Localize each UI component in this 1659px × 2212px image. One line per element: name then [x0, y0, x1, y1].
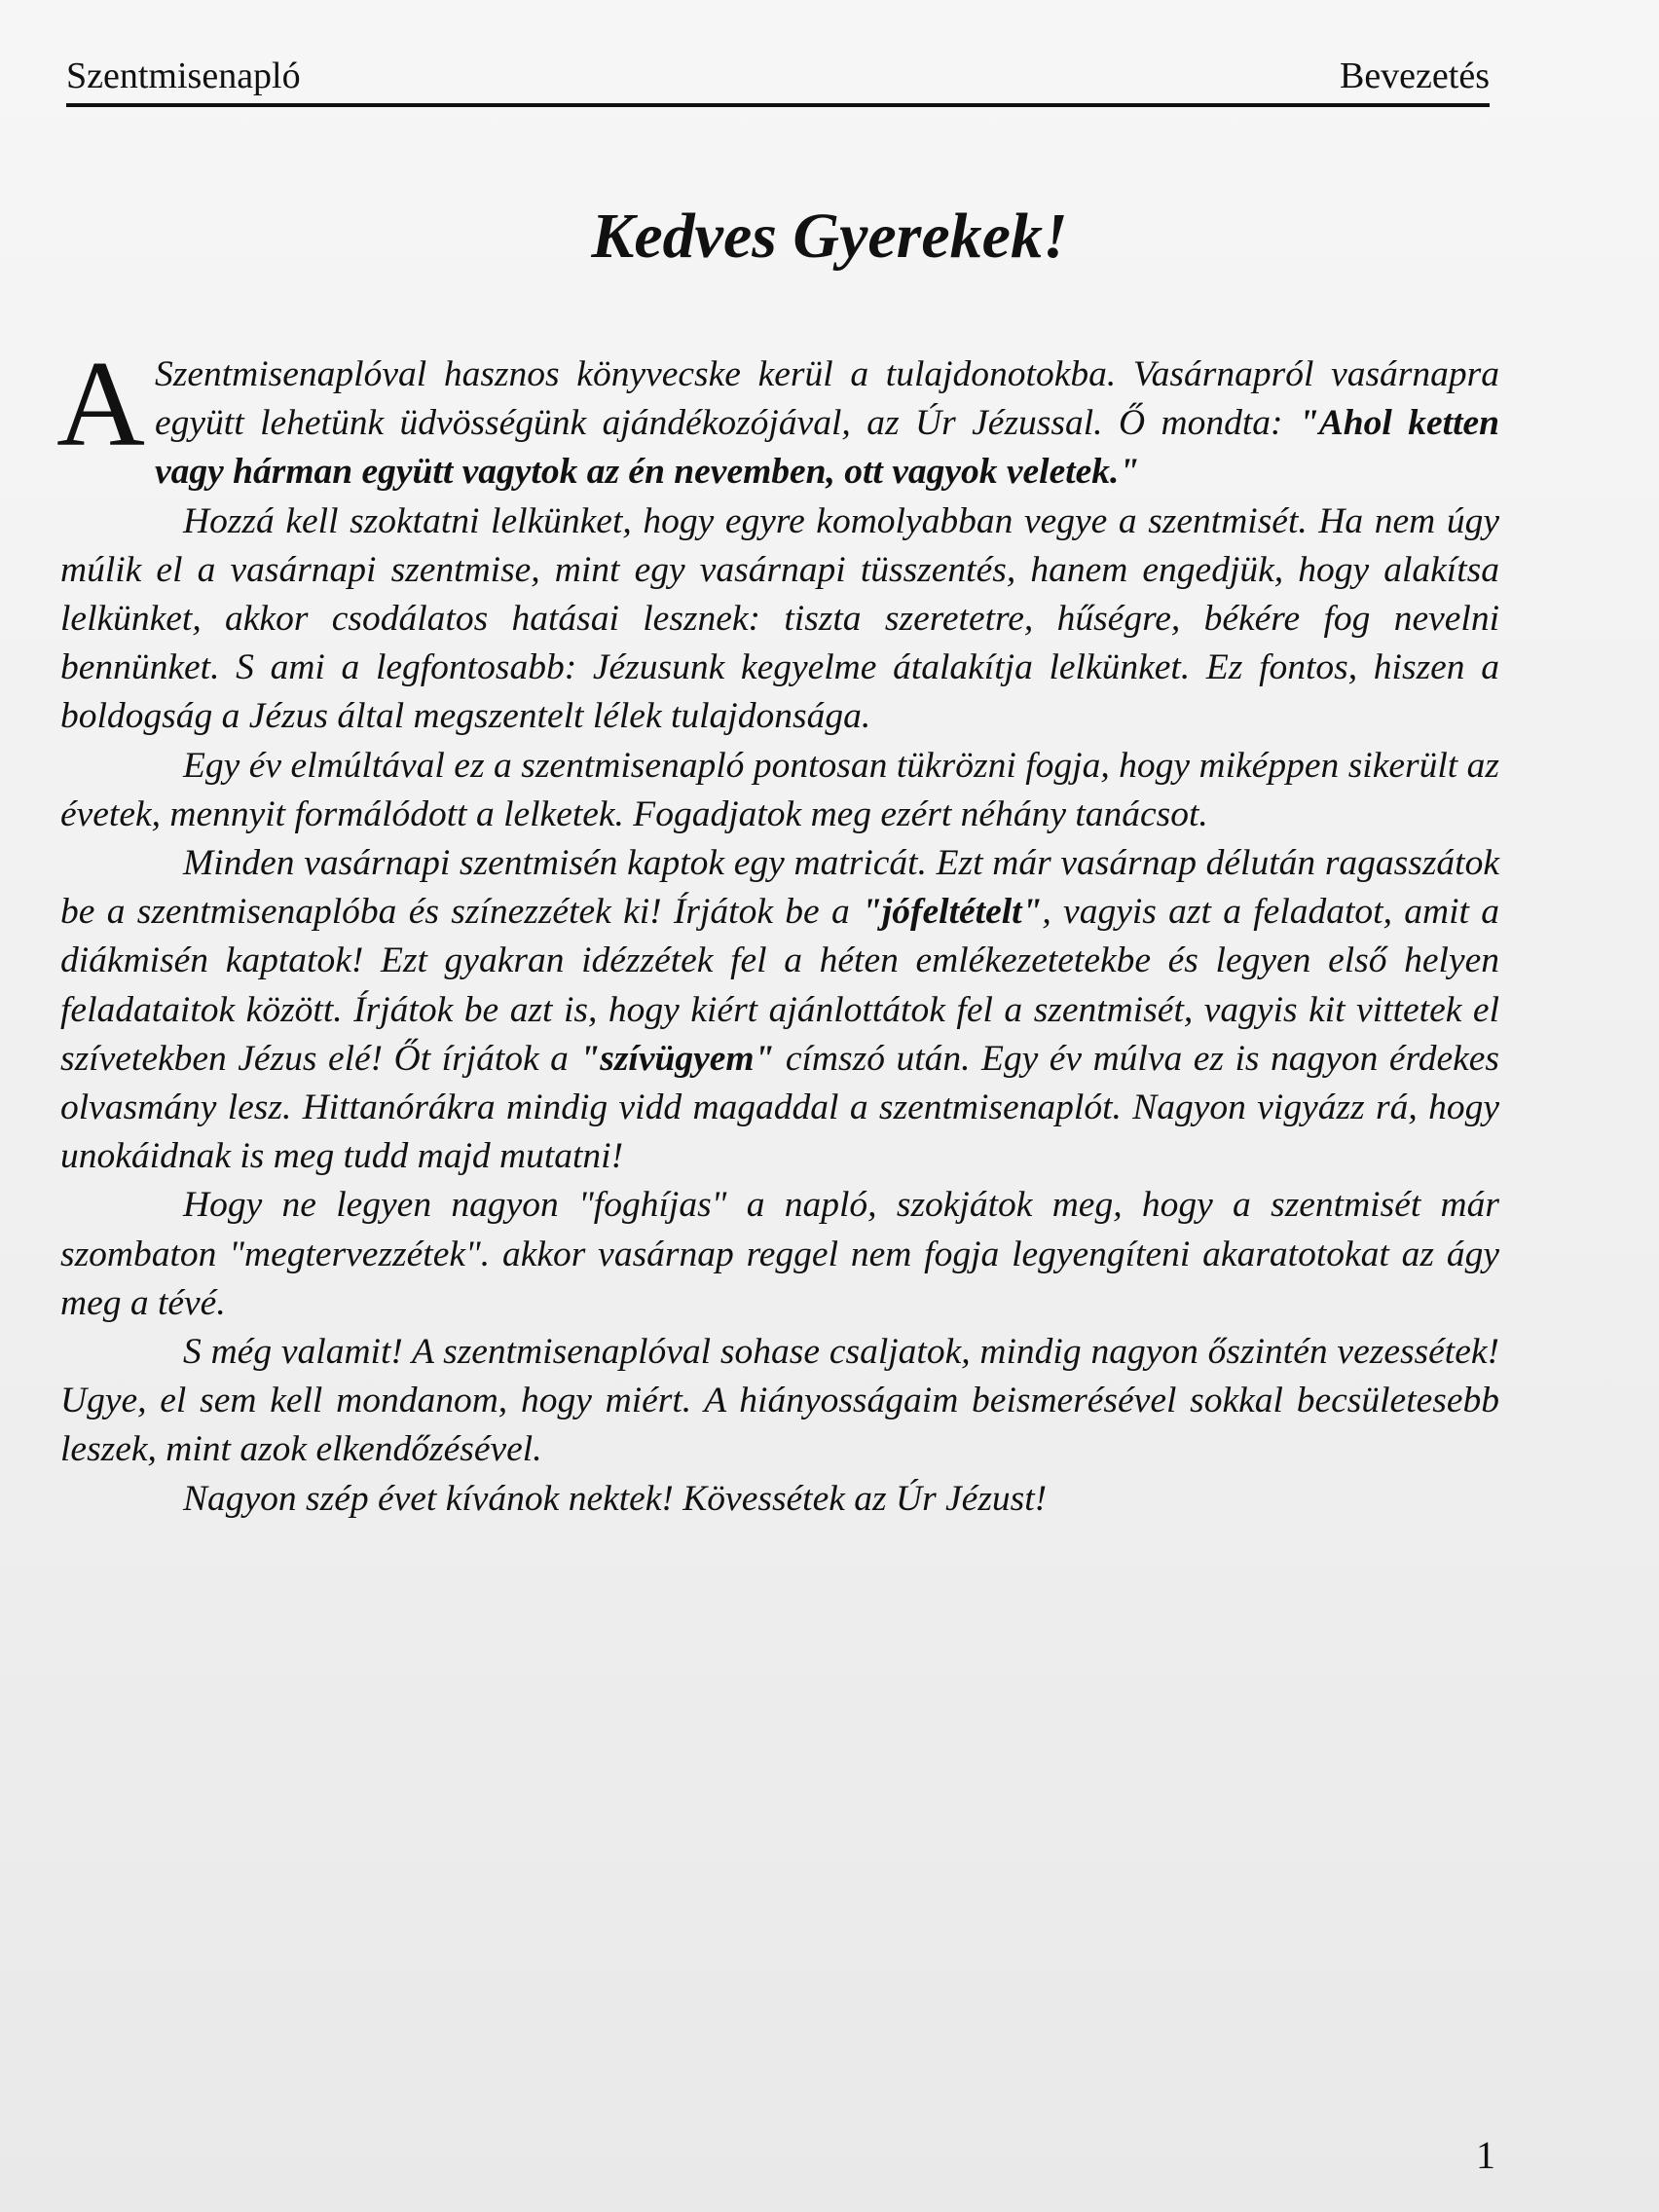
- paragraph-6: S még valamit! A szentmisenaplóval sohase csaljatok, mindig nagyon őszintén vezessétek! Ugye, el sem kell mondanom, hogy miért. A hiányosságaim beismerésével sokkal becsületesebb leszek, mint azok elkendőzésével.: [60, 1332, 1499, 1470]
- page-title: Kedves Gyerekek!: [591, 201, 1068, 272]
- header-book-title: Szentmisenapló: [66, 55, 301, 96]
- paragraph-1: [56, 337, 1499, 498]
- running-header: [66, 49, 1490, 107]
- paragraph-4-part-a: Minden vasárnapi szentmisén kaptok egy matricát. Ezt már vasárnap délután ragasszátok be a szentmisenaplóba és színezzétek ki! Írjátok be a: [60, 843, 1499, 933]
- paragraph-7: Nagyon szép évet kívánok nektek! Kövessétek az Úr Jézust!: [183, 1478, 1048, 1519]
- paragraph-1-text: Szentmisenaplóval hasznos könyvecske kerül a tulajdonotokba. Vasárnapról vasárnapra együtt lehetünk üdvösségünk ajándékozójával, az Úr Jézussal. Ő mondta:: [155, 354, 1499, 444]
- paragraph-2: Hozzá kell szoktatni lelkünket, hogy egyre komolyabban vegye a szentmisét. Ha nem úgy múlik el a vasárnapi szentmise, mint egy vasárnapi tüsszentés, hanem engedjük, hogy alakítsa lelkünket, akkor csodálatos hatásai lesznek: tiszta szeretetre, hűségre, békére fog nevelni bennünket. S ami a legfontosabb: Jézusunk kegyelme átalakítja lelkünket. Ez fontos, hiszen a boldogság a Jézus által megszentelt lélek tulajdonsága.: [60, 500, 1499, 737]
- szivugyem-term: "szívügyem": [579, 1038, 775, 1079]
- paragraph-4-part-e: címszó után. Egy év múlva ez is nagyon érdekes olvasmány lesz. Hittanórákra mindig vidd magaddal a szentmisenaplót. Nagyon vigyázz rá, hogy unokáidnak is meg tudd majd mutatni!: [60, 1038, 1499, 1177]
- paragraph-4-part-c: , vagyis azt a feladatot, amit a diákmisén kaptatok! Ezt gyakran idézzétek fel a héten emlékezetetekbe és legyen első helyen feladataitok között. Írjátok be azt is, hogy kiért ajánlottátok fel a szentmisét, vagyis kit vittetek el szívetekben Jézus elé! Őt írjátok a: [60, 892, 1499, 1079]
- jofeltetel-term: "jófeltételt": [862, 892, 1043, 933]
- paragraph-4: [60, 839, 1499, 1181]
- paragraph-3: Egy év elmúltával ez a szentmisenapló pontosan tükrözni fogja, hogy miképpen sikerült az évetek, mennyit formálódott a lelketek. Fogadjatok meg ezért néhány tanácsot.: [60, 745, 1499, 834]
- paragraph-5: Hogy ne legyen nagyon "foghíjas" a napló, szokjátok meg, hogy a szentmisét már szombaton "megtervezzétek". akkor vasárnap reggel nem fogja legyengíteni akaratotokat az ágy meg a tévé.: [60, 1185, 1499, 1323]
- header-section-title: Bevezetés: [1339, 55, 1490, 96]
- drop-cap: A: [56, 337, 145, 472]
- bible-quote: "Ahol ketten vagy hárman együtt vagytok az én nevemben, ott vagyok veletek.": [155, 403, 1499, 493]
- page-number: 1: [1476, 2133, 1495, 2177]
- body-text: [56, 337, 1499, 1524]
